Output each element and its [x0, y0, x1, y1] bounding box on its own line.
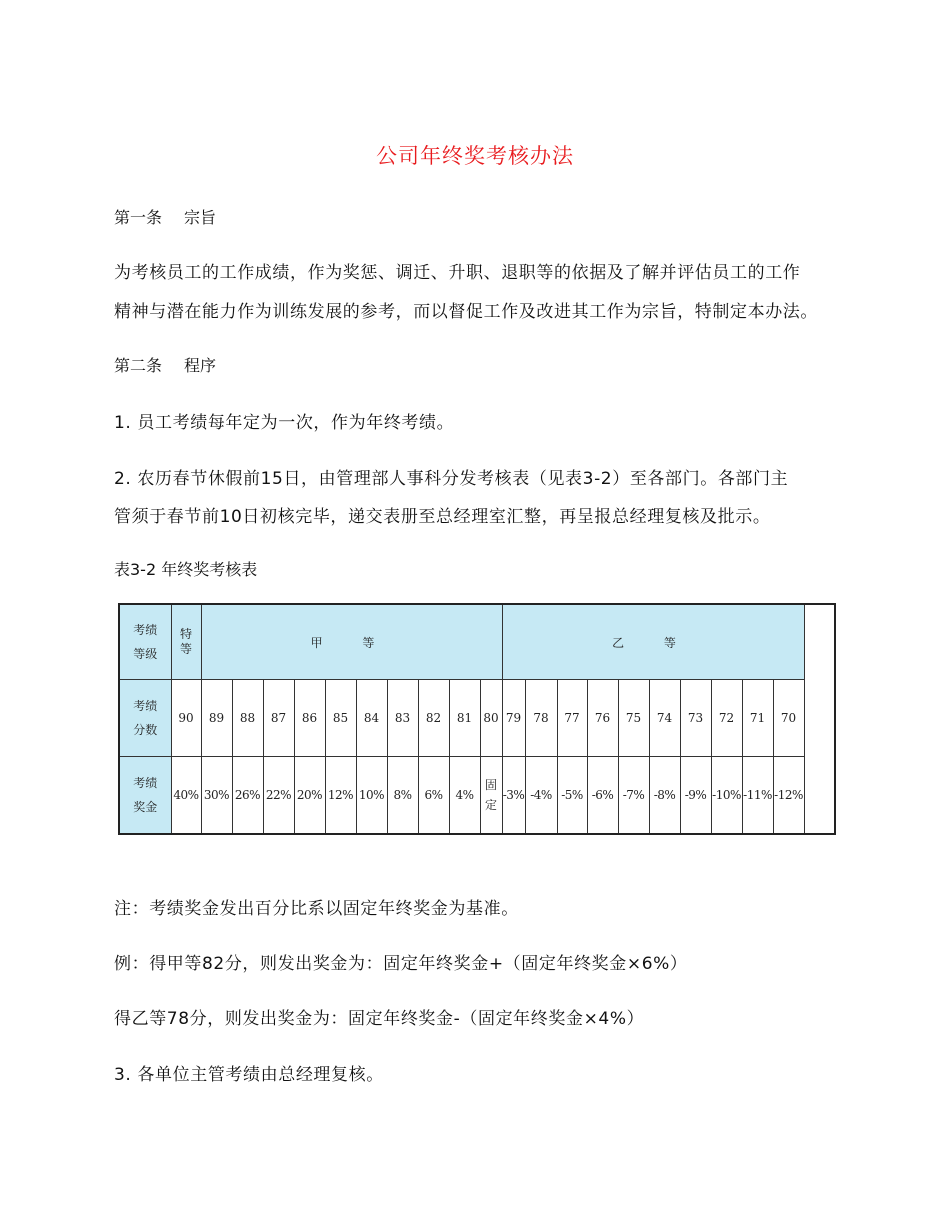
bonus-header-line-2: 奖金 [133, 800, 158, 814]
bonus-cell: -5% [557, 757, 587, 835]
article-1-body-line-2: 精神与潜在能力作为训练发展的参考，而以督促工作及改进其工作为宗旨，特制定本办法。 [114, 302, 818, 322]
bonus-cell: -7% [618, 757, 649, 835]
score-cell: 81 [449, 680, 480, 757]
bonus-cell: -6% [587, 757, 618, 835]
bonus-cell: 30% [201, 757, 232, 835]
score-row [119, 680, 835, 757]
score-cell: 78 [525, 680, 557, 757]
fixed-char: 固定 [485, 778, 498, 812]
article-2-heading [114, 353, 216, 376]
score-header-line-2: 分数 [133, 723, 158, 737]
article-1-heading [114, 205, 216, 228]
grade-header-line-1: 考绩 [133, 623, 158, 637]
score-cell: 80 [480, 680, 502, 757]
bonus-cell: -9% [680, 757, 711, 835]
bonus-cell: 22% [263, 757, 294, 835]
document-title: 公司年终奖考核办法 [376, 144, 574, 168]
item-1: 1. 员工考绩每年定为一次，作为年终考绩。 [114, 413, 455, 433]
bonus-cell: -8% [649, 757, 680, 835]
bonus-cell: 26% [232, 757, 263, 835]
article-2-name: 程序 [184, 356, 217, 375]
score-cell: 75 [618, 680, 649, 757]
score-cell: 74 [649, 680, 680, 757]
score-cell: 71 [742, 680, 773, 757]
bonus-cell: -4% [525, 757, 557, 835]
article-2-number: 第二条 [114, 356, 163, 375]
score-cell: 87 [263, 680, 294, 757]
score-header-cell [119, 680, 171, 757]
score-cell: 82 [418, 680, 449, 757]
bonus-cell: 10% [356, 757, 387, 835]
band-a-cell: 甲 等 [201, 604, 502, 680]
score-cell: 77 [557, 680, 587, 757]
item-2-line-1: 2. 农历春节休假前15日，由管理部人事科分发考核表（见表3-2）至各部门。各部门主 [114, 469, 789, 489]
score-cell: 72 [711, 680, 742, 757]
score-cell: 84 [356, 680, 387, 757]
bonus-cell: 20% [294, 757, 325, 835]
bonus-cell-fixed [480, 757, 502, 835]
score-cell: 85 [325, 680, 356, 757]
score-header-line-1: 考绩 [133, 699, 158, 713]
score-cell: 79 [502, 680, 525, 757]
bonus-cell: 8% [387, 757, 418, 835]
bonus-cell: -10% [711, 757, 742, 835]
score-cell: 90 [171, 680, 201, 757]
bonus-header-cell [119, 757, 171, 835]
item-3: 3. 各单位主管考绩由总经理复核。 [114, 1065, 384, 1085]
bonus-cell: -12% [773, 757, 804, 835]
score-cell: 88 [232, 680, 263, 757]
grade-header-cell [119, 604, 171, 680]
item-2-line-2: 管须于春节前10日初核完毕，递交表册至总经理室汇整，再呈报总经理复核及批示。 [114, 507, 771, 527]
score-cell: 73 [680, 680, 711, 757]
grade-row [119, 604, 835, 680]
special-grade-char-2: 等 [179, 642, 192, 656]
score-cell: 86 [294, 680, 325, 757]
example-2: 得乙等78分，则发出奖金为：固定年终奖金-（固定年终奖金×4%） [114, 1009, 645, 1029]
grade-header-line-2: 等级 [133, 647, 158, 661]
bonus-cell: 6% [418, 757, 449, 835]
bonus-cell: -11% [742, 757, 773, 835]
table-caption: 表3-2 年终奖考核表 [114, 560, 258, 579]
special-grade-char-1: 特 [179, 627, 192, 641]
example-1: 例：得甲等82分，则发出奖金为：固定年终奖金+（固定年终奖金×6%） [114, 954, 688, 974]
bonus-cell: 12% [325, 757, 356, 835]
score-cell: 76 [587, 680, 618, 757]
article-1-name: 宗旨 [184, 208, 217, 227]
bonus-cell: -3% [502, 757, 525, 835]
special-grade-cell [171, 604, 201, 680]
bonus-cell: 4% [449, 757, 480, 835]
score-cell: 70 [773, 680, 804, 757]
article-1-body-line-1: 为考核员工的工作成绩，作为奖惩、调迁、升职、退职等的依据及了解并评估员工的工作 [114, 263, 801, 283]
score-cell: 89 [201, 680, 232, 757]
bonus-row [119, 757, 835, 835]
band-b-cell: 乙 等 [502, 604, 804, 680]
grade-table [118, 603, 836, 835]
bonus-cell: 40% [171, 757, 201, 835]
score-cell: 83 [387, 680, 418, 757]
note: 注：考绩奖金发出百分比系以固定年终奖金为基准。 [114, 899, 519, 919]
article-1-number: 第一条 [114, 208, 163, 227]
bonus-header-line-1: 考绩 [133, 776, 158, 790]
